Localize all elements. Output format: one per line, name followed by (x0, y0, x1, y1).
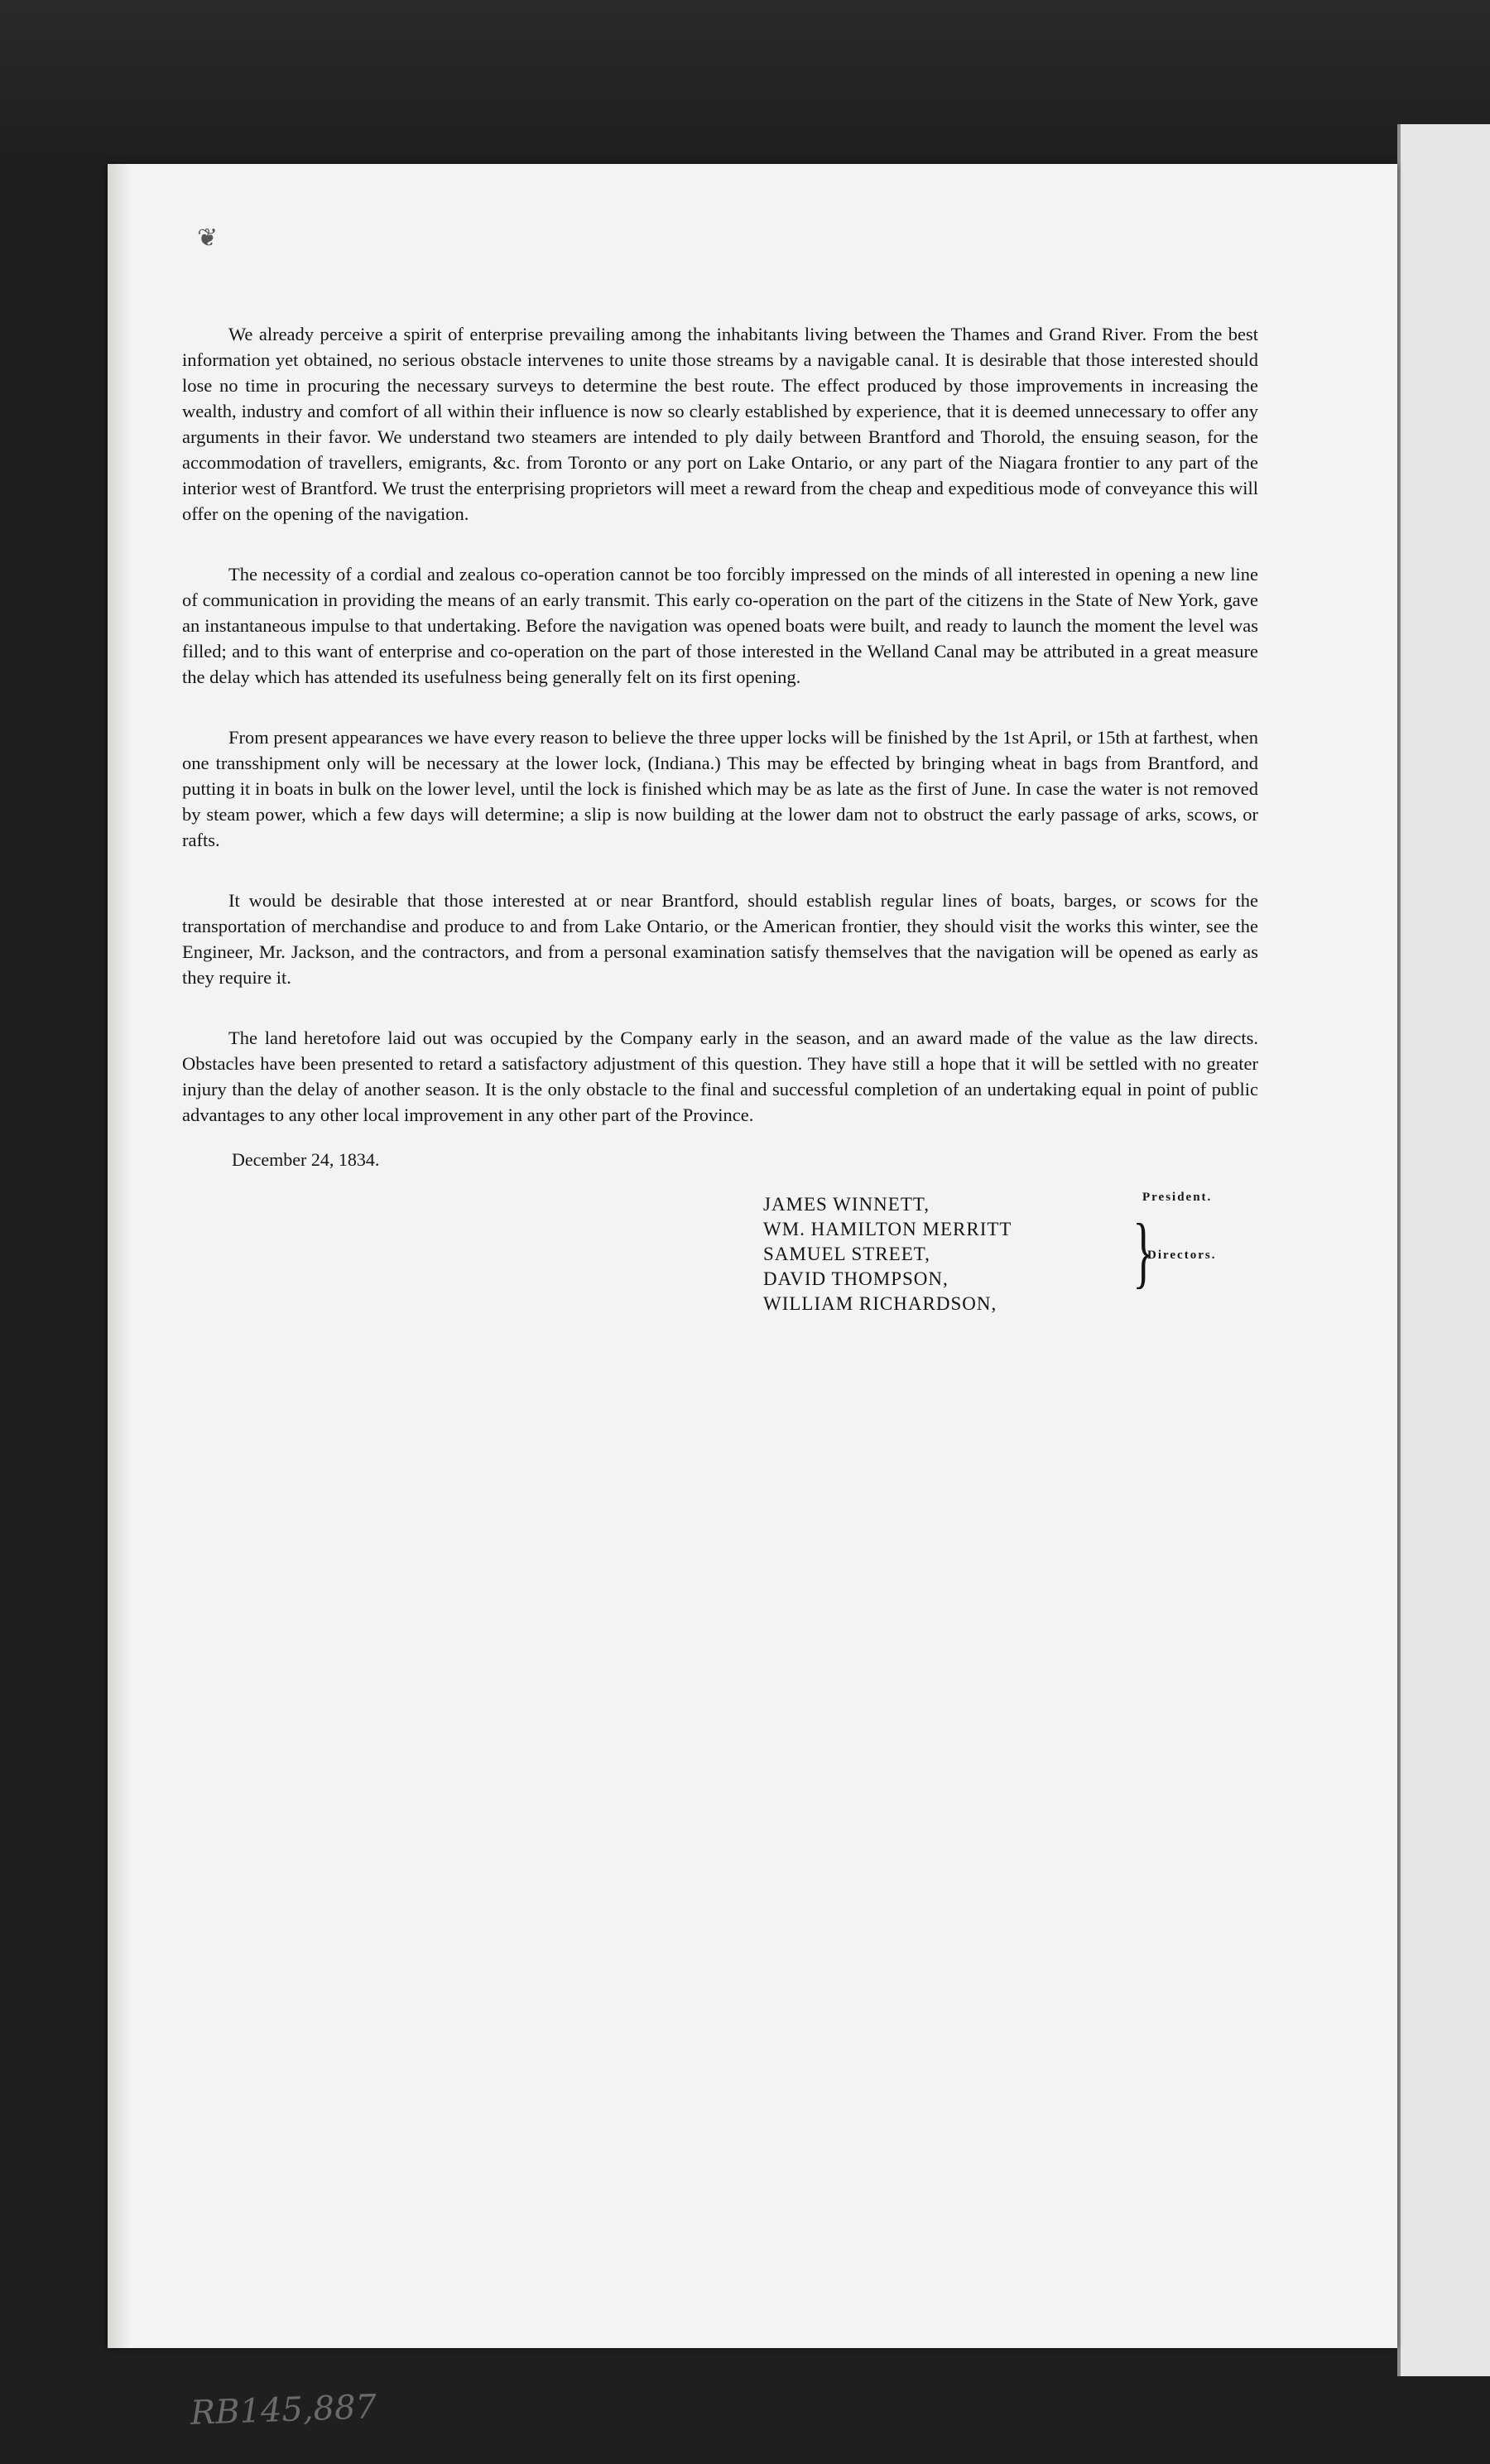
paragraph-brantford-transport: It would be desirable that those interested at or near Brantford, should establish regular lines of boats, barges, or scows for the transportation of merchandise and produce to and from Lake Ontario, or the American frontier, they should visit the works this winter, see the Engineer, Mr. Jackson, and the contractors, and from a personal examination satisfy themselves that the navigation will be opened as early as they require it. (182, 890, 1258, 988)
signatory-name: WM. HAMILTON MERRITT (763, 1219, 1012, 1239)
title-directors: Directors. (1147, 1249, 1217, 1262)
signature-block (763, 1192, 1012, 1316)
signatory-name: WILLIAM RICHARDSON, (763, 1293, 997, 1314)
signatory-name: SAMUEL STREET, (763, 1244, 930, 1264)
document-page (108, 164, 1397, 2348)
title-president: President. (1142, 1191, 1213, 1204)
paragraph-thames-grand-river: We already perceive a spirit of enterprise prevailing among the inhabitants living between the Thames and Grand River. From the best information yet obtained, no serious obstacle intervenes to unite those streams by a navigable canal. It is desirable that those interested should lose no time in procuring the necessary surveys to determine the best route. The effect produced by those improvements in increasing the wealth, industry and comfort of all within their influence is now so clearly established by experience, that it is deemed unnecessary to offer any arguments in their favor. We understand two steamers are intended to ply daily between Brantford and Thorold, the ensuing season, for the accommodation of travellers, emigrants, &c. from Toronto or any port on Lake Ontario, or any part of the Niagara frontier to any part of the interior west of Brantford. We trust the enterprising proprietors will meet a reward from the cheap and expeditious mode of conveyance this will offer on the opening of the navigation. (182, 324, 1258, 524)
body-text (182, 321, 1258, 1162)
directors-brace: } (1132, 1207, 1154, 1296)
signatory-name: DAVID THOMPSON, (763, 1268, 949, 1289)
paragraph-land-award: The land heretofore laid out was occupied by the Company early in the season, and an award made of the value as the law directs. Obstacles have been presented to retard a satisfactory adjustment of this question. They have still a hope that it will be settled with no greater injury than the delay of another season. It is the only obstacle to the final and successful completion of an undertaking equal in point of public advantages to any other local improvement in any other part of the Province. (182, 1027, 1258, 1125)
signatory-name: JAMES WINNETT, (763, 1194, 930, 1215)
page-fold-shadow (108, 164, 131, 2348)
facing-page (1401, 124, 1490, 2376)
paragraph-locks-schedule: From present appearances we have every reason to believe the three upper locks will be finished by the 1st April, or 15th at farthest, when one transshipment only will be necessary at the lower lock, (Indiana.) This may be effected by bringing wheat in bags from Brantford, and putting it in boats in bulk on the lower level, until the lock is finished which may be as late as the first of June. In case the water is not removed by steam power, which a few days will determine; a slip is now building at the lower dam not to obstruct the early passage of arks, scows, or rafts. (182, 727, 1258, 850)
handwritten-call-number: RB145,887 (190, 2388, 377, 2433)
scan-background-top (0, 0, 1490, 174)
document-date: December 24, 1834. (232, 1149, 380, 1170)
paragraph-cooperation: The necessity of a cordial and zealous co-operation cannot be too forcibly impressed on the minds of all interested in opening a new line of communication in providing the means of an early transmit. This early co-operation on the part of the citizens in the State of New York, gave an instantaneous impulse to that undertaking. Before the navigation was opened boats were built, and ready to launch the moment the level was filled; and to this want of enterprise and co-operation on the part of those interested in the Welland Canal may be attributed in a great measure the delay which has attended its usefulness being generally felt on its first opening. (182, 564, 1258, 687)
corner-ornament-mark: ❦ (197, 224, 219, 252)
